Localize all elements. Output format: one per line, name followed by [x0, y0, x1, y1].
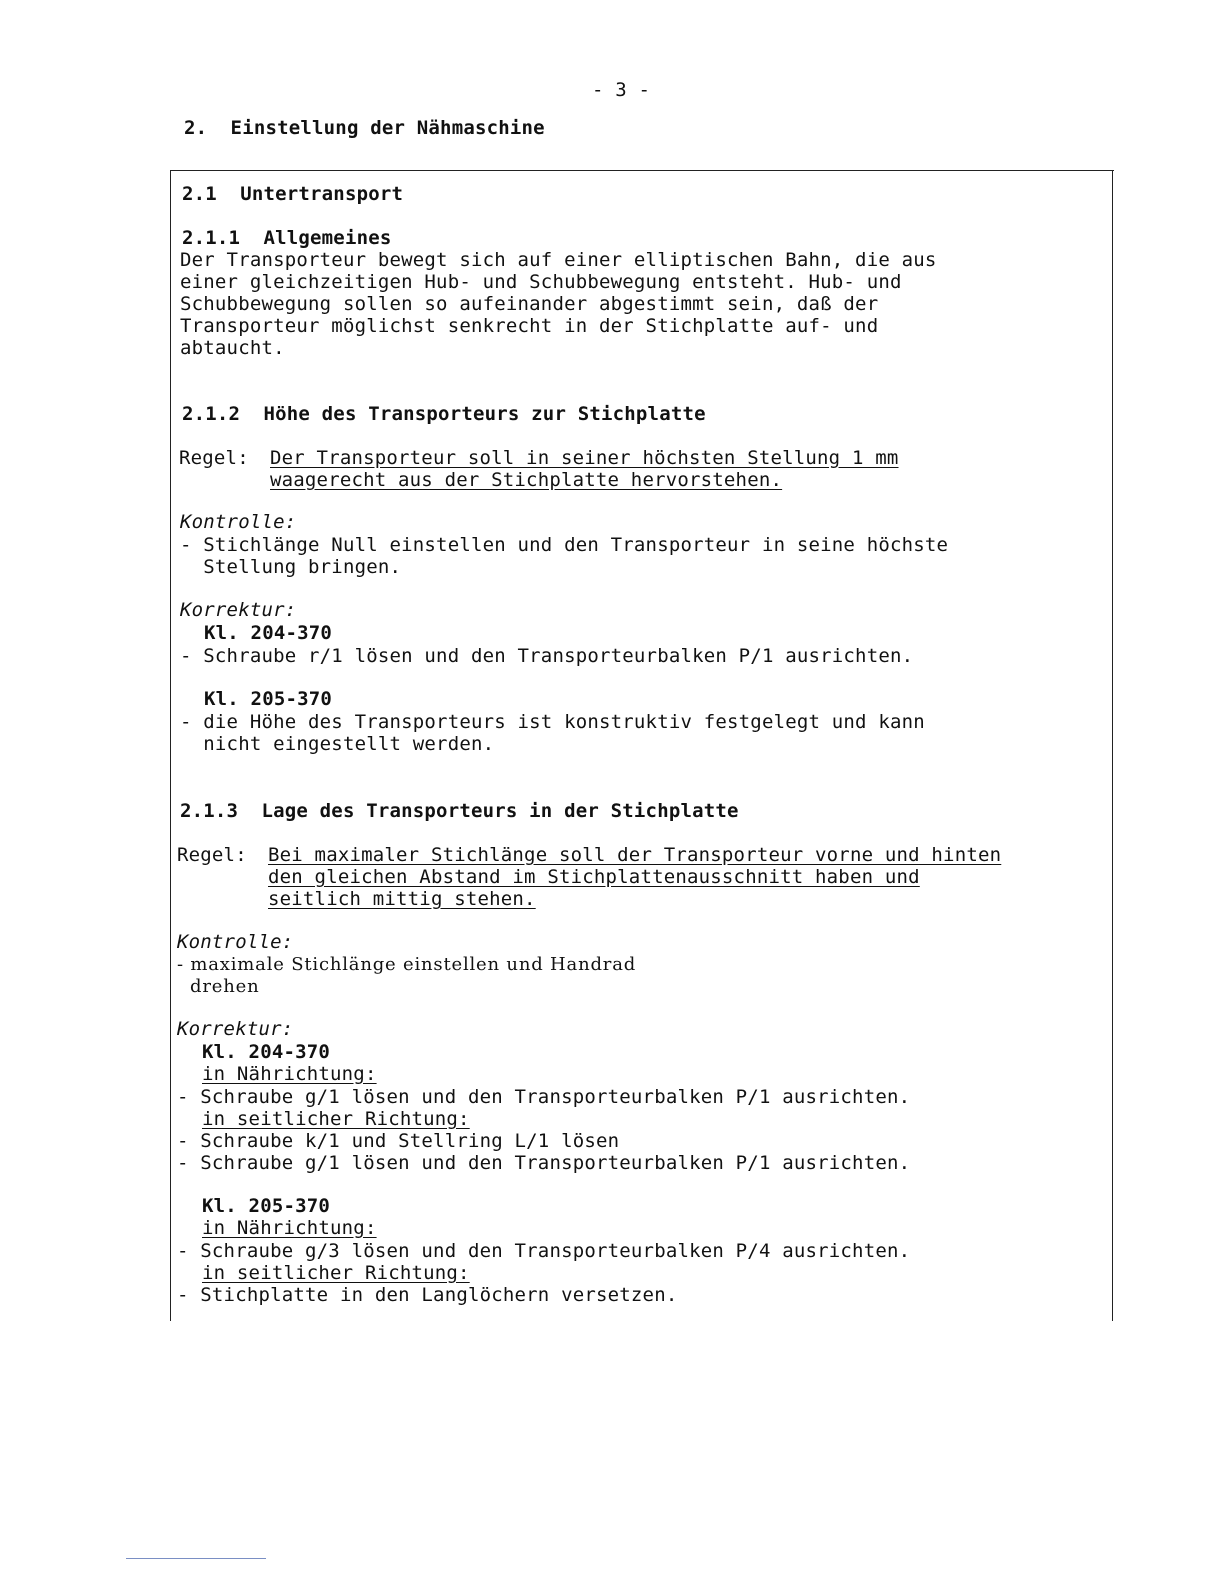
- korrektur-line: - Schraube r/1 lösen und den Transporteurbalken P/1 ausrichten.: [180, 645, 914, 667]
- korrektur-line: nicht eingestellt werden.: [180, 733, 495, 755]
- korrektur-line: - die Höhe des Transporteurs ist konstruktiv festgelegt und kann: [180, 711, 925, 733]
- kontrolle-label: Kontrolle:: [177, 931, 294, 953]
- regel-line: waagerecht aus der Stichplatte hervorstehen.: [270, 469, 783, 491]
- kontrolle-line: drehen: [177, 976, 260, 997]
- korrektur-line: - Schraube g/1 lösen und den Transporteurbalken P/1 ausrichten.: [177, 1152, 911, 1174]
- class-label: Kl. 205-370: [202, 1195, 331, 1217]
- regel-label: Regel:: [179, 447, 249, 469]
- direction-subheading: in Nährichtung:: [202, 1217, 377, 1239]
- regel-line: Bei maximaler Stichlänge soll der Transporteur vorne und hinten: [268, 844, 1002, 866]
- section-2-1-title: 2.1 Untertransport: [182, 183, 404, 205]
- korrektur-label: Korrektur:: [180, 599, 297, 621]
- kontrolle-line: Stellung bringen.: [180, 556, 402, 578]
- class-label: Kl. 204-370: [202, 1041, 331, 1063]
- korrektur-line: - Schraube g/1 lösen und den Transporteurbalken P/1 ausrichten.: [177, 1086, 911, 1108]
- section-2-1-2-title: 2.1.2 Höhe des Transporteurs zur Stichplatte: [182, 403, 706, 425]
- korrektur-label: Korrektur:: [177, 1018, 294, 1040]
- kontrolle-line: - Stichlänge Null einstellen und den Transporteur in seine höchste: [180, 534, 949, 556]
- korrektur-line: - Stichplatte in den Langlöchern versetzen.: [177, 1284, 678, 1306]
- paragraph-line: abtaucht.: [180, 337, 285, 359]
- regel-label: Regel:: [177, 844, 247, 866]
- frame-right-border: [1112, 170, 1113, 1321]
- direction-subheading: in seitlicher Richtung:: [202, 1262, 470, 1284]
- section-2-1-1-title: 2.1.1 Allgemeines: [182, 227, 392, 249]
- direction-subheading: in seitlicher Richtung:: [202, 1108, 470, 1130]
- scan-edge-mark: [126, 1558, 266, 1559]
- kontrolle-label: Kontrolle:: [180, 511, 297, 533]
- page-number: - 3 -: [592, 79, 651, 101]
- paragraph-line: einer gleichzeitigen Hub- und Schubbewegung entsteht. Hub- und: [180, 271, 902, 293]
- regel-line: Der Transporteur soll in seiner höchsten Stellung 1 mm: [270, 447, 899, 469]
- frame-left-border: [170, 170, 171, 1321]
- direction-subheading: in Nährichtung:: [202, 1063, 377, 1085]
- korrektur-line: - Schraube k/1 und Stellring L/1 lösen: [177, 1130, 620, 1152]
- class-label: Kl. 204-370: [204, 622, 333, 644]
- section-2-1-3-title: 2.1.3 Lage des Transporteurs in der Stichplatte: [180, 800, 739, 822]
- paragraph-line: Der Transporteur bewegt sich auf einer elliptischen Bahn, die aus: [180, 249, 937, 271]
- chapter-title: 2. Einstellung der Nähmaschine: [184, 117, 545, 139]
- regel-line: seitlich mittig stehen.: [268, 888, 536, 910]
- class-label: Kl. 205-370: [204, 688, 333, 710]
- kontrolle-line: - maximale Stichlänge einstellen und Handrad: [177, 954, 637, 975]
- regel-line: den gleichen Abstand im Stichplattenausschnitt haben und: [268, 866, 920, 888]
- frame-top-border: [170, 170, 1114, 171]
- paragraph-line: Transporteur möglichst senkrecht in der Stichplatte auf- und: [180, 315, 879, 337]
- korrektur-line: - Schraube g/3 lösen und den Transporteurbalken P/4 ausrichten.: [177, 1240, 911, 1262]
- paragraph-line: Schubbewegung sollen so aufeinander abgestimmt sein, daß der: [180, 293, 879, 315]
